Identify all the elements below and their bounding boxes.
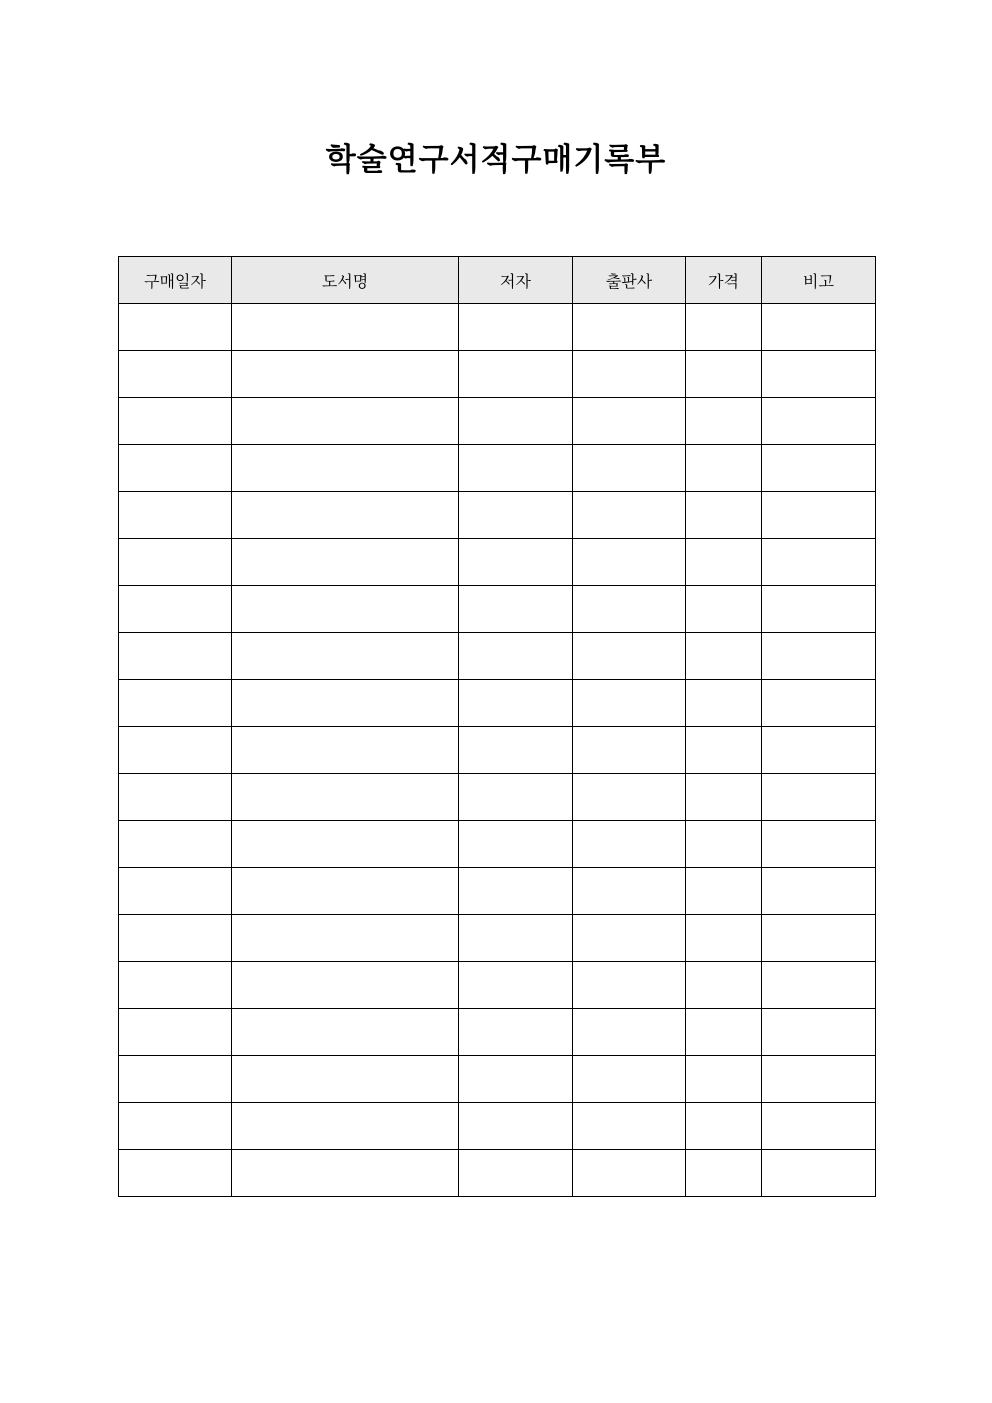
cell-publisher[interactable] [573,1103,686,1150]
cell-author[interactable] [459,1009,573,1056]
cell-purchase-date[interactable] [119,586,232,633]
cell-remarks[interactable] [762,633,876,680]
cell-purchase-date[interactable] [119,445,232,492]
table-row [119,821,876,868]
cell-publisher[interactable] [573,1150,686,1197]
cell-remarks[interactable] [762,680,876,727]
cell-publisher[interactable] [573,586,686,633]
cell-author[interactable] [459,539,573,586]
header-purchase-date: 구매일자 [119,257,232,304]
cell-purchase-date[interactable] [119,1150,232,1197]
cell-book-title[interactable] [232,915,459,962]
table-row [119,492,876,539]
table-row [119,351,876,398]
cell-book-title[interactable] [232,1056,459,1103]
cell-book-title[interactable] [232,1150,459,1197]
cell-price[interactable] [686,539,762,586]
cell-purchase-date[interactable] [119,1103,232,1150]
cell-remarks[interactable] [762,915,876,962]
table-row [119,727,876,774]
cell-book-title[interactable] [232,398,459,445]
cell-price[interactable] [686,304,762,351]
cell-author[interactable] [459,821,573,868]
cell-purchase-date[interactable] [119,962,232,1009]
cell-author[interactable] [459,445,573,492]
header-publisher: 출판사 [573,257,686,304]
cell-price[interactable] [686,774,762,821]
cell-price[interactable] [686,1103,762,1150]
cell-purchase-date[interactable] [119,821,232,868]
cell-publisher[interactable] [573,351,686,398]
cell-author[interactable] [459,1056,573,1103]
cell-remarks[interactable] [762,962,876,1009]
cell-price[interactable] [686,633,762,680]
cell-book-title[interactable] [232,1009,459,1056]
cell-purchase-date[interactable] [119,1009,232,1056]
table-body [119,304,876,1197]
cell-remarks[interactable] [762,586,876,633]
cell-remarks[interactable] [762,774,876,821]
cell-publisher[interactable] [573,915,686,962]
cell-book-title[interactable] [232,680,459,727]
cell-author[interactable] [459,492,573,539]
cell-publisher[interactable] [573,727,686,774]
table-row [119,915,876,962]
cell-price[interactable] [686,1056,762,1103]
cell-purchase-date[interactable] [119,680,232,727]
cell-price[interactable] [686,1150,762,1197]
header-remarks: 비고 [762,257,876,304]
cell-book-title[interactable] [232,492,459,539]
cell-price[interactable] [686,727,762,774]
cell-price[interactable] [686,492,762,539]
cell-purchase-date[interactable] [119,774,232,821]
cell-author[interactable] [459,351,573,398]
cell-publisher[interactable] [573,868,686,915]
table-row [119,445,876,492]
cell-purchase-date[interactable] [119,351,232,398]
cell-author[interactable] [459,915,573,962]
cell-price[interactable] [686,962,762,1009]
cell-publisher[interactable] [573,1056,686,1103]
cell-purchase-date[interactable] [119,1056,232,1103]
cell-author[interactable] [459,868,573,915]
cell-price[interactable] [686,821,762,868]
cell-purchase-date[interactable] [119,492,232,539]
cell-remarks[interactable] [762,1009,876,1056]
cell-price[interactable] [686,586,762,633]
cell-book-title[interactable] [232,633,459,680]
cell-remarks[interactable] [762,1056,876,1103]
cell-author[interactable] [459,680,573,727]
table-row [119,1103,876,1150]
cell-publisher[interactable] [573,304,686,351]
table-row [119,633,876,680]
cell-remarks[interactable] [762,821,876,868]
table-row [119,1056,876,1103]
cell-author[interactable] [459,727,573,774]
cell-author[interactable] [459,586,573,633]
cell-author[interactable] [459,633,573,680]
cell-book-title[interactable] [232,774,459,821]
table-row [119,539,876,586]
cell-publisher[interactable] [573,962,686,1009]
table-row [119,868,876,915]
cell-book-title[interactable] [232,962,459,1009]
cell-remarks[interactable] [762,727,876,774]
cell-price[interactable] [686,680,762,727]
cell-author[interactable] [459,774,573,821]
cell-author[interactable] [459,398,573,445]
cell-price[interactable] [686,445,762,492]
cell-book-title[interactable] [232,868,459,915]
cell-remarks[interactable] [762,492,876,539]
cell-remarks[interactable] [762,398,876,445]
cell-book-title[interactable] [232,445,459,492]
cell-publisher[interactable] [573,445,686,492]
cell-price[interactable] [686,398,762,445]
cell-publisher[interactable] [573,680,686,727]
cell-author[interactable] [459,304,573,351]
purchase-record-table [118,256,876,1197]
cell-book-title[interactable] [232,304,459,351]
cell-book-title[interactable] [232,1103,459,1150]
header-author: 저자 [459,257,573,304]
cell-remarks[interactable] [762,868,876,915]
cell-publisher[interactable] [573,1009,686,1056]
cell-publisher[interactable] [573,539,686,586]
cell-remarks[interactable] [762,445,876,492]
cell-publisher[interactable] [573,398,686,445]
header-price: 가격 [686,257,762,304]
cell-remarks[interactable] [762,1150,876,1197]
cell-remarks[interactable] [762,1103,876,1150]
cell-remarks[interactable] [762,351,876,398]
table-row [119,680,876,727]
table-row [119,962,876,1009]
table-header-row [119,257,876,304]
cell-remarks[interactable] [762,539,876,586]
cell-purchase-date[interactable] [119,915,232,962]
cell-author[interactable] [459,1150,573,1197]
cell-purchase-date[interactable] [119,633,232,680]
cell-price[interactable] [686,868,762,915]
cell-publisher[interactable] [573,633,686,680]
cell-publisher[interactable] [573,821,686,868]
table-row [119,1150,876,1197]
cell-book-title[interactable] [232,821,459,868]
cell-purchase-date[interactable] [119,539,232,586]
cell-author[interactable] [459,962,573,1009]
table-row [119,1009,876,1056]
cell-purchase-date[interactable] [119,868,232,915]
cell-publisher[interactable] [573,492,686,539]
cell-author[interactable] [459,1103,573,1150]
document-title: 학술연구서적구매기록부 [325,142,667,178]
cell-purchase-date[interactable] [119,398,232,445]
cell-publisher[interactable] [573,774,686,821]
cell-purchase-date[interactable] [119,304,232,351]
table-row [119,304,876,351]
table-row [119,398,876,445]
cell-book-title[interactable] [232,539,459,586]
cell-price[interactable] [686,915,762,962]
table-row [119,586,876,633]
cell-price[interactable] [686,1009,762,1056]
cell-book-title[interactable] [232,586,459,633]
cell-purchase-date[interactable] [119,727,232,774]
header-book-title: 도서명 [232,257,459,304]
cell-book-title[interactable] [232,727,459,774]
cell-remarks[interactable] [762,304,876,351]
table-row [119,774,876,821]
cell-price[interactable] [686,351,762,398]
cell-book-title[interactable] [232,351,459,398]
